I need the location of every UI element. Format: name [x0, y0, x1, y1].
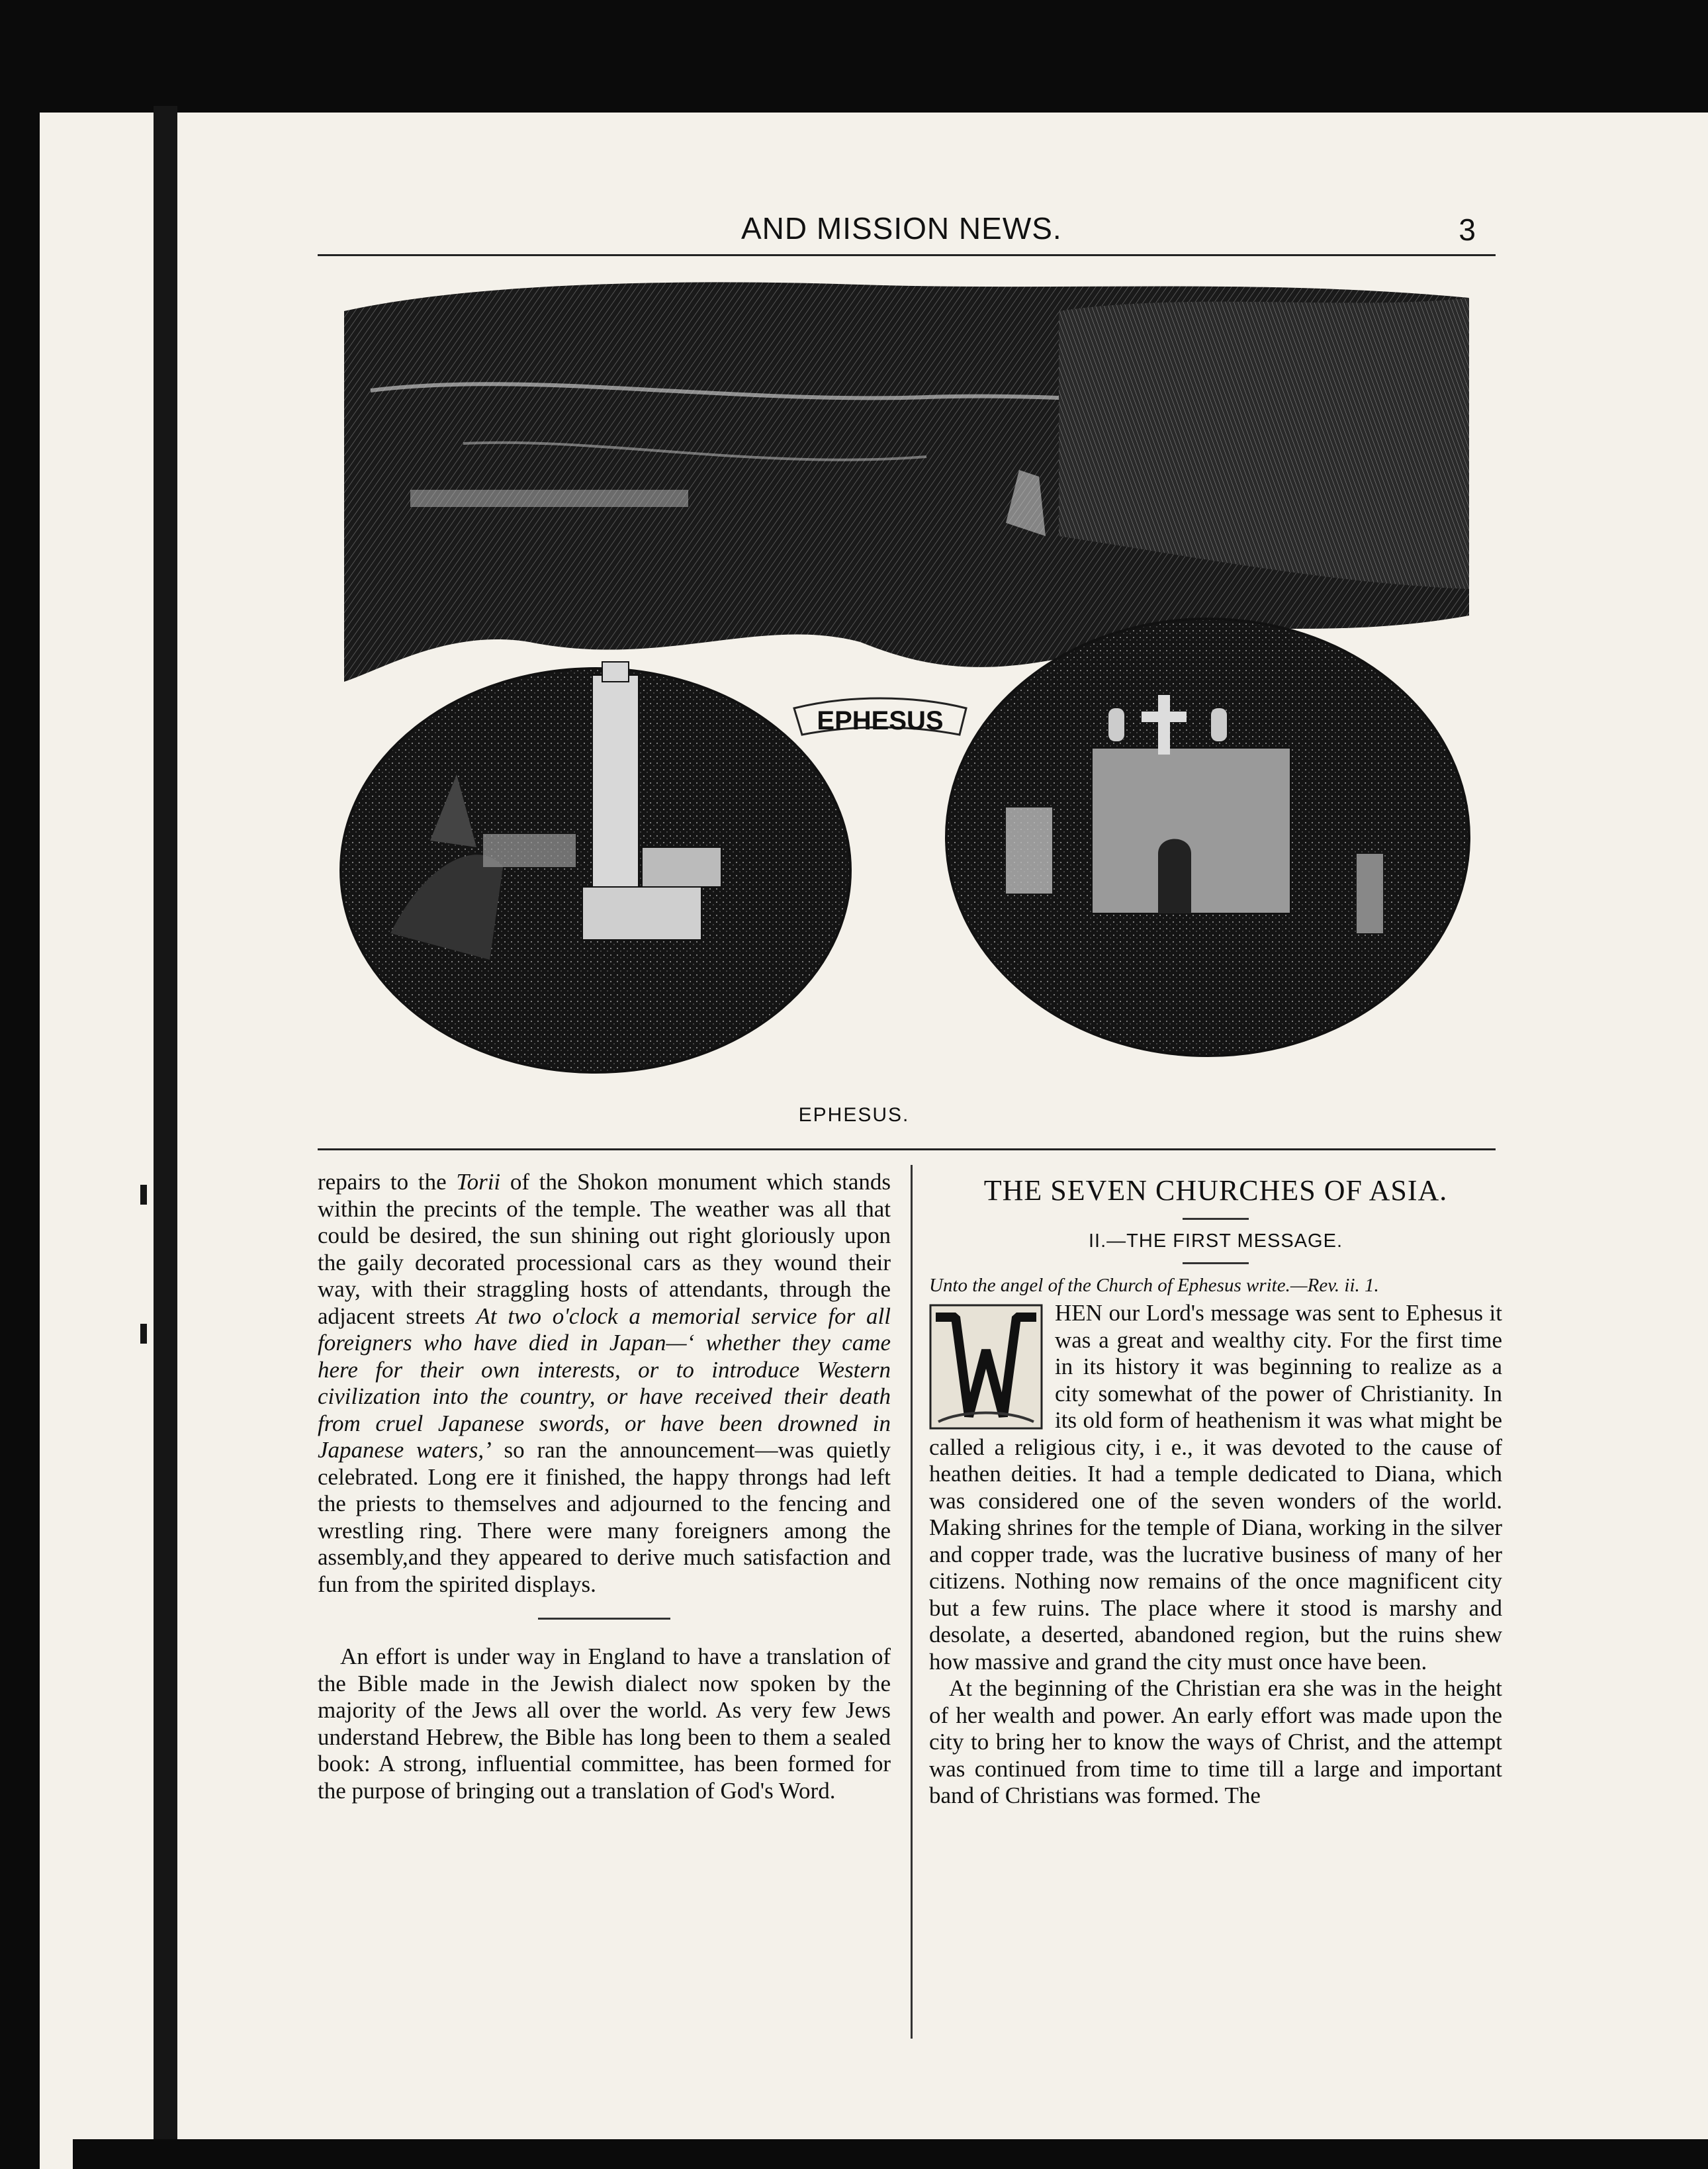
left-column [318, 1169, 891, 1804]
title-rule [1183, 1218, 1249, 1220]
scan-speck [140, 1324, 147, 1344]
text-run: so ran the announcement—was quietly celebrated. Long ere it finished, the happy throngs had left the priests to themselves and adjourned to the fencing and wrestling ring. There were many foreigners among the assembly,and they appeared to derive much satisfaction and fun from the spirited displays. [318, 1437, 891, 1597]
figure-caption: EPHESUS. [798, 1104, 910, 1126]
banner-label: EPHESUS [817, 706, 944, 735]
ephesus-banner [794, 698, 966, 735]
italic-quote: At two o'clock a memorial service for all foreigners who have died in Japan—‘ whether they came here for their own interests, or to introduce Western civilization into the country, or have received their death from cruel Japanese swords, or have been drowned in Japanese waters,’ [318, 1303, 891, 1463]
subtitle-rule [1183, 1262, 1249, 1264]
section-rule [318, 1148, 1496, 1150]
italic-term: Torii [456, 1169, 501, 1195]
oval-tower-scene [341, 662, 850, 1072]
article-separator [538, 1618, 670, 1620]
right-column [929, 1169, 1502, 1810]
left-paragraph-2: An effort is under way in England to have a translation of the Bible made in the Jewish dialect now spoken by the majority of the Jews all over the world. As very few Jews understand Hebrew, the Bible has long been to them a sealed book: A strong, influential committee, has been formed for the purpose of bringing out a translation of God's Word. [318, 1643, 891, 1804]
article-subtitle: II.—THE FIRST MESSAGE. [1088, 1230, 1343, 1252]
right-paragraph-1 [929, 1300, 1502, 1675]
epigraph: Unto the angel of the Church of Ephesus write.—Rev. ii. 1. [929, 1275, 1379, 1296]
landscape-panorama [344, 282, 1469, 682]
scan-bottom-edge [73, 2139, 1708, 2169]
page-number: 3 [1459, 212, 1476, 247]
column-divider [911, 1165, 913, 2039]
text-run: repairs to the [318, 1169, 457, 1195]
scan-speck [140, 1185, 147, 1205]
text-run: of the Shokon monument which stands within the precints of the temple. The weather was all that could be desired, the sun shining out right gloriously upon the gaily decorated processional cars as they wound their way, with their straggling hosts of attendants, through the adjacent streets [318, 1169, 891, 1329]
oval-church-scene [946, 619, 1469, 1056]
left-paragraph-1 [318, 1169, 891, 1598]
article-title: THE SEVEN CHURCHES OF ASIA. [983, 1174, 1448, 1207]
running-header [318, 210, 1496, 253]
dropcap-ornament [929, 1304, 1043, 1430]
scan-top-edge [0, 0, 1708, 113]
text-run: HEN our Lord's message was sent to Ephesus it was a great and wealthy city. For the first time in its history it was beginning to realize as a city somewhat of the power of Christianity. In its old form of heathenism it was what might be called a religious city, i e., it was devoted to the cause of heathen deities. It had a temple dedicated to Diana, which was considered one of the seven wonders of the world. Making shrines for the temple of Diana, working in the silver and copper trade, was the lucrative business of many of her citizens. Nothing now remains of the once magnificent city but a few ruins. The place where it stood is marshy and desolate, a deserted, abandoned region, but the ruins shew how massive and grand the city must once have been. [929, 1300, 1502, 1675]
scan-left-edge [0, 0, 40, 2169]
header-title: AND MISSION NEWS. [741, 211, 1062, 246]
dropcap-letter: W [985, 1383, 987, 1384]
ephesus-engraving [331, 271, 1482, 1099]
right-paragraph-2: At the beginning of the Christian era she was in the height of her wealth and power. An early effort was made upon the city to bring her to know the ways of Christ, and the attempt was continued from time to time till a large and important band of Christians was formed. The [929, 1675, 1502, 1808]
header-rule [318, 254, 1496, 256]
